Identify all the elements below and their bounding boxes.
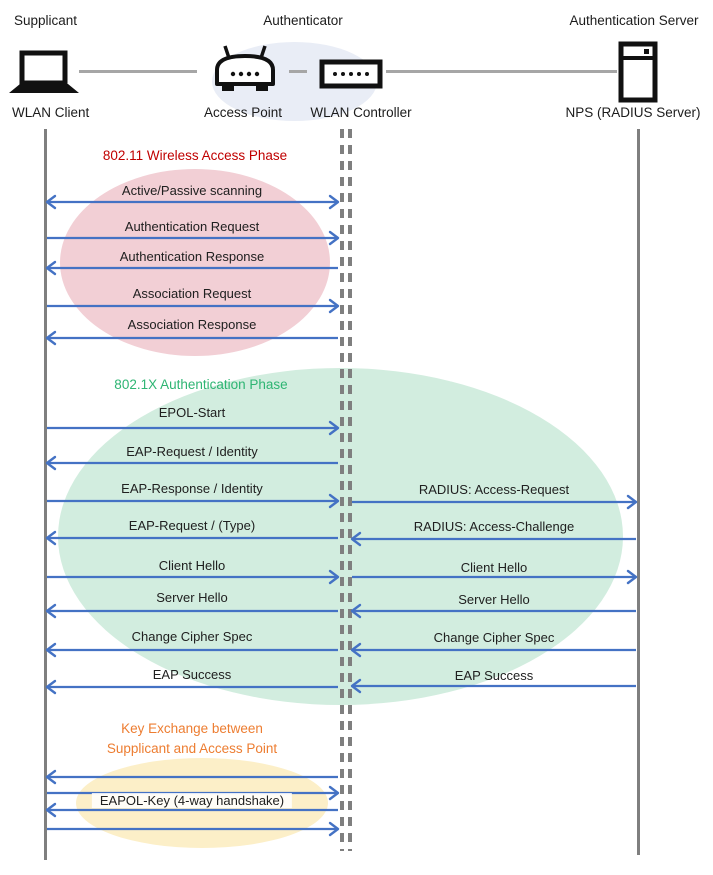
device-nps-radius-server: NPS (RADIUS Server) bbox=[565, 105, 701, 120]
message-label: EPOL-Start bbox=[158, 405, 226, 420]
message-label: Client Hello bbox=[460, 560, 528, 575]
message-label: EAP-Request / (Type) bbox=[128, 518, 256, 533]
message-label: Client Hello bbox=[158, 558, 226, 573]
device-access-point: Access Point bbox=[203, 105, 283, 120]
message-label: Server Hello bbox=[156, 590, 228, 605]
device-wlan-controller: WLAN Controller bbox=[310, 105, 412, 120]
message-label: EAP Success bbox=[152, 667, 232, 682]
phase3-title-line2: Supplicant and Access Point bbox=[106, 741, 278, 756]
message-label: EAP-Response / Identity bbox=[121, 481, 263, 496]
message-label: Server Hello bbox=[458, 592, 530, 607]
message-label: Association Request bbox=[132, 286, 252, 301]
message-label: EAP-Request / Identity bbox=[126, 444, 258, 459]
message-label: Change Cipher Spec bbox=[433, 630, 555, 645]
message-label: EAPOL-Key (4-way handshake) bbox=[92, 793, 292, 808]
phase3-title-line1: Key Exchange between bbox=[121, 721, 263, 736]
message-label: RADIUS: Access-Challenge bbox=[413, 519, 575, 534]
phase3-title bbox=[107, 719, 277, 759]
message-label: RADIUS: Access-Request bbox=[418, 482, 570, 497]
message-label: Change Cipher Spec bbox=[131, 629, 253, 644]
message-label: Active/Passive scanning bbox=[121, 183, 263, 198]
device-wlan-client: WLAN Client bbox=[12, 105, 90, 120]
phase2-title: 802.1X Authentication Phase bbox=[114, 377, 288, 392]
message-label: Authentication Request bbox=[124, 219, 260, 234]
message-label: Association Response bbox=[127, 317, 257, 332]
role-supplicant: Supplicant bbox=[14, 13, 78, 28]
phase1-title: 802.11 Wireless Access Phase bbox=[102, 148, 288, 163]
message-label: EAP Success bbox=[454, 668, 534, 683]
message-label: Authentication Response bbox=[119, 249, 265, 264]
role-authentication-server: Authentication Server bbox=[569, 13, 699, 28]
role-authenticator: Authenticator bbox=[263, 13, 343, 28]
